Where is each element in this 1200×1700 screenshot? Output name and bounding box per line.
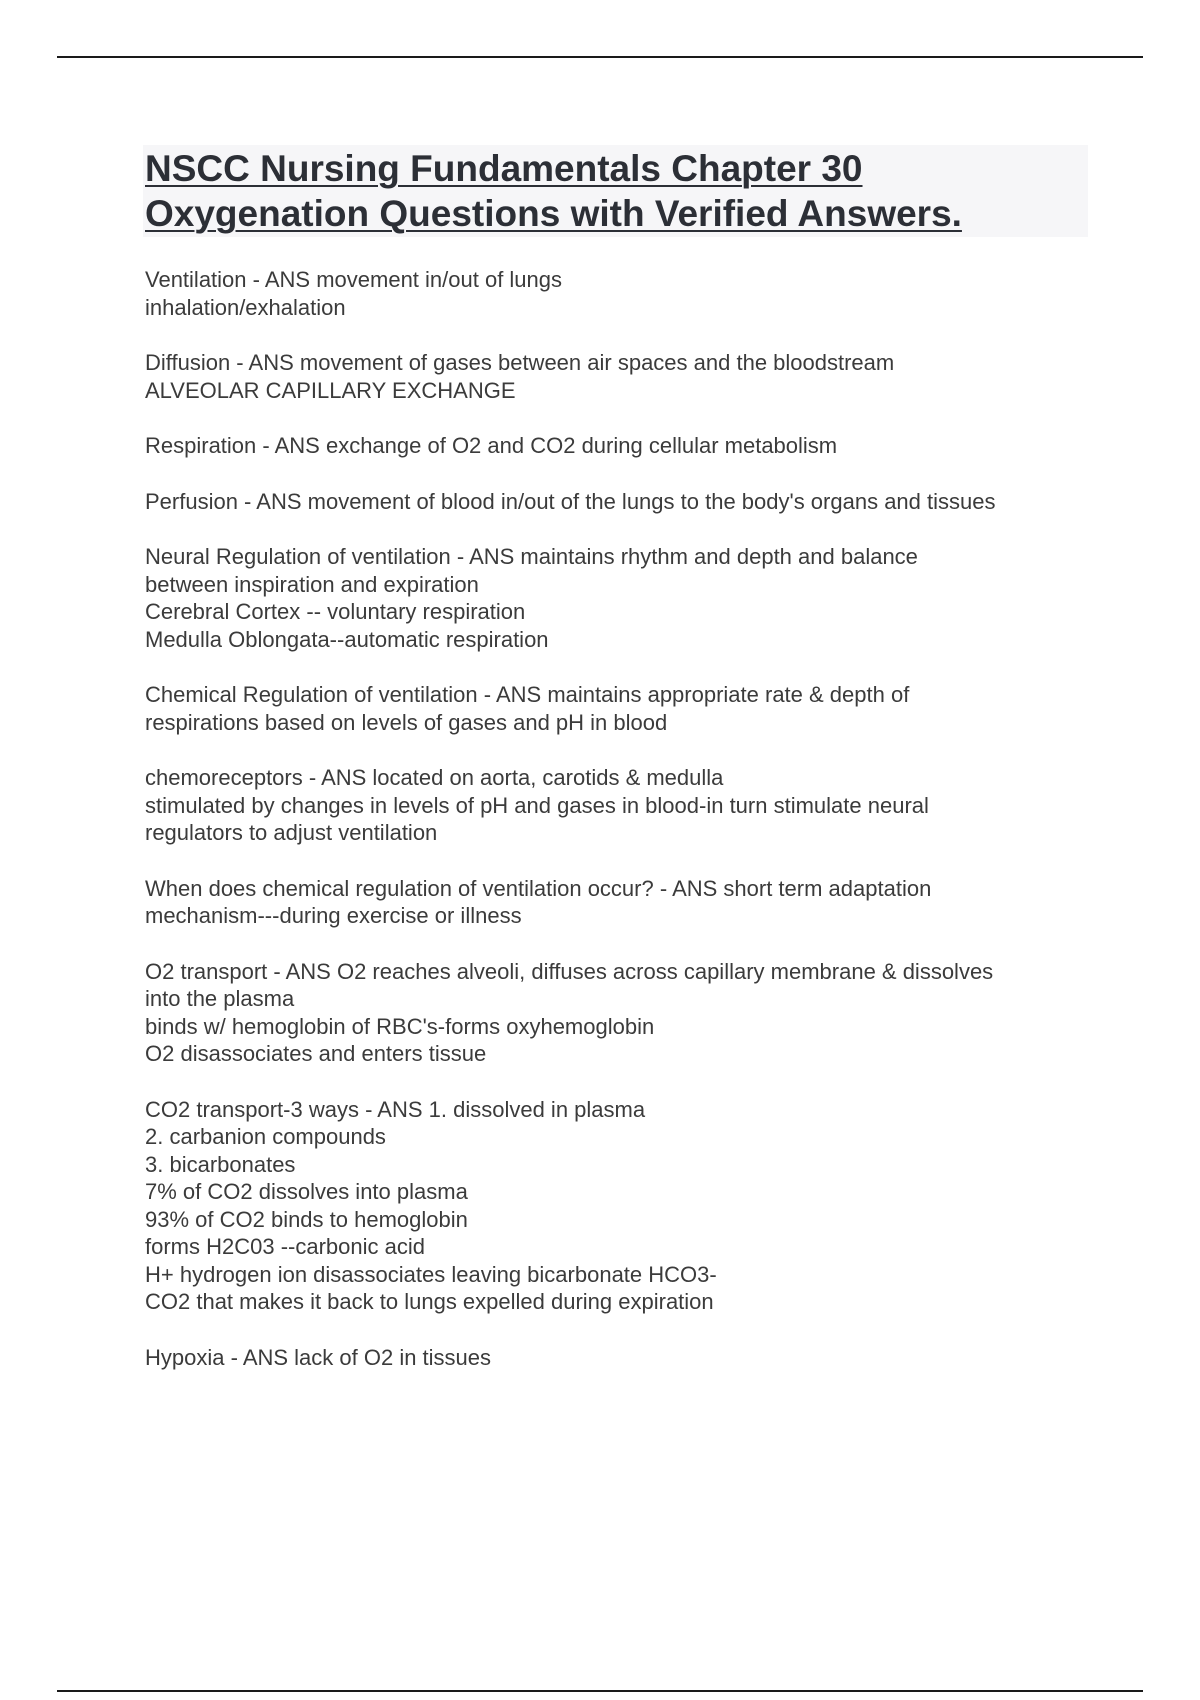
bottom-rule [57,1690,1143,1692]
qa-answer-line: mechanism---during exercise or illness [145,903,522,928]
qa-entry [145,349,1105,404]
qa-answer-line: regulators to adjust ventilation [145,820,438,845]
qa-entry [145,266,1105,321]
qa-question-line: CO2 transport-3 ways - ANS 1. dissolved in plasma [145,1096,646,1122]
qa-answer-line: Medulla Oblongata--automatic respiration [145,626,549,652]
qa-question-line: Hypoxia - ANS lack of O2 in tissues [145,1344,492,1370]
qa-question-line: Respiration - ANS exchange of O2 and CO2 during cellular metabolism [145,433,838,458]
qa-entry [145,875,1105,930]
qa-entry [145,681,1105,736]
qa-answer-line: forms H2C03 --carbonic acid [145,1234,425,1259]
qa-answer-line: CO2 that makes it back to lungs expelled during expiration [145,1289,714,1314]
qa-answer-line: O2 disassociates and enters tissue [145,1041,487,1066]
qa-answer-line: 2. carbanion compounds [145,1124,386,1149]
page-title [145,146,1085,236]
qa-answer-line: inhalation/exhalation [145,294,346,320]
qa-answer-line: ALVEOLAR CAPILLARY EXCHANGE [145,377,516,403]
qa-answer-line: 7% of CO2 dissolves into plasma [145,1179,468,1204]
qa-answer-line: 3. bicarbonates [145,1151,296,1177]
qa-question-line: Perfusion - ANS movement of blood in/out of the lungs to the body's organs and tissues [145,488,996,514]
qa-entry [145,1096,1105,1316]
qa-answer-line: into the plasma [145,986,295,1011]
qa-question-line: chemoreceptors - ANS located on aorta, carotids & medulla [145,765,724,790]
qa-entry [145,488,1105,516]
qa-answer-line: between inspiration and expiration [145,571,479,597]
qa-question-line: Neural Regulation of ventilation - ANS maintains rhythm and depth and balance [145,544,918,569]
qa-answer-line: H+ hydrogen ion disassociates leaving bicarbonate HCO3- [145,1261,717,1287]
qa-answer-line: binds w/ hemoglobin of RBC's-forms oxyhemoglobin [145,1013,655,1039]
qa-entry [145,543,1105,653]
title-line-1: NSCC Nursing Fundamentals Chapter 30 [145,148,863,189]
qa-entry [145,958,1105,1068]
top-rule [57,56,1143,58]
qa-question-line: O2 transport - ANS O2 reaches alveoli, diffuses across capillary membrane & dissolves [145,958,994,984]
qa-question-line: Ventilation - ANS movement in/out of lungs [145,267,563,292]
qa-entry [145,432,1105,460]
qa-question-line: Chemical Regulation of ventilation - ANS maintains appropriate rate & depth of [145,682,910,707]
qa-answer-line: stimulated by changes in levels of pH and gases in blood-in turn stimulate neural [145,792,929,818]
qa-question-line: Diffusion - ANS movement of gases between air spaces and the bloodstream [145,350,895,375]
qa-answer-line: Cerebral Cortex -- voluntary respiration [145,599,526,624]
title-line-2: Oxygenation Questions with Verified Answers. [145,193,962,234]
qa-list [145,266,1105,1399]
qa-answer-line: respirations based on levels of gases and pH in blood [145,709,668,735]
qa-answer-line: 93% of CO2 binds to hemoglobin [145,1206,468,1232]
qa-question-line: When does chemical regulation of ventilation occur? - ANS short term adaptation [145,875,932,901]
qa-entry [145,764,1105,847]
qa-entry [145,1344,1105,1372]
